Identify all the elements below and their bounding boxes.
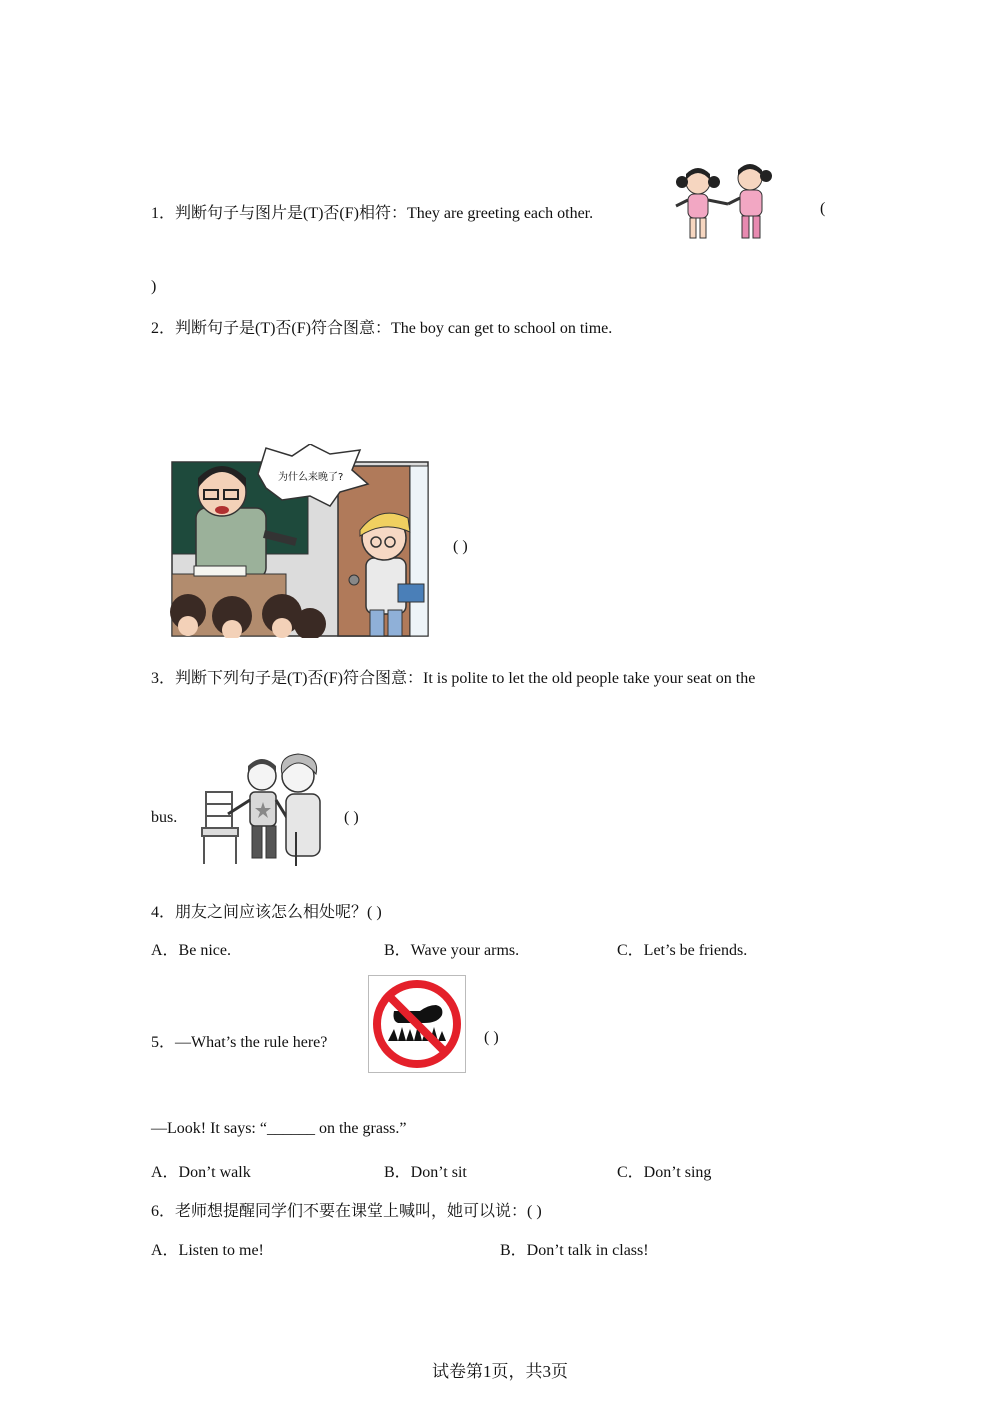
question-1-text: 1．判断句子与图片是(T)否(F)相符：They are greeting each other. (151, 205, 594, 222)
question-6-option-a: A．Listen to me! (151, 1242, 264, 1259)
boy-helps-old-woman-image (196, 752, 328, 868)
question-6-option-b: B．Don’t talk in class! (500, 1242, 649, 1259)
question-5-answer-line: —Look! It says: “______ on the grass.” (151, 1120, 407, 1137)
question-5-option-b: B．Don’t sit (384, 1164, 467, 1181)
no-walking-on-grass-sign (368, 975, 466, 1073)
question-1-paren-open: ( (820, 200, 826, 217)
old-woman-figure (281, 754, 320, 866)
page-footer: 试卷第1页，共3页 (432, 1362, 568, 1381)
girls-greeting-image (668, 160, 782, 246)
question-2-answer-paren: ( ) (453, 538, 468, 555)
question-1-paren-close: ) (151, 278, 157, 295)
question-5-option-c: C．Don’t sing (617, 1164, 712, 1181)
question-2-text: 2．判断句子是(T)否(F)符合图意：The boy can get to school on time. (151, 320, 613, 337)
question-6-text: 6．老师想提醒同学们不要在课堂上喊叫，她可以说：( ) (151, 1203, 542, 1220)
question-3-text-continued: bus. (151, 809, 178, 826)
speech-bubble-text: 为什么来晚了? (278, 472, 344, 483)
question-4-option-a: A．Be nice. (151, 942, 231, 959)
question-5-option-a: A．Don’t walk (151, 1164, 251, 1181)
question-4-option-c: C．Let’s be friends. (617, 942, 748, 959)
question-5-answer-paren: ( ) (484, 1029, 499, 1046)
question-4-option-b: B．Wave your arms. (384, 942, 520, 959)
chair-figure (202, 792, 238, 864)
question-5-text: 5．—What’s the rule here? (151, 1034, 328, 1051)
teacher-late-student-image (170, 444, 432, 638)
girl-left-figure (676, 168, 728, 238)
question-3-text: 3．判断下列句子是(T)否(F)符合图意：It is polite to let the old people take your seat on the (151, 670, 756, 687)
girl-right-figure (728, 164, 772, 238)
question-3-answer-paren: ( ) (344, 809, 359, 826)
question-4-text: 4．朋友之间应该怎么相处呢？( ) (151, 904, 382, 921)
